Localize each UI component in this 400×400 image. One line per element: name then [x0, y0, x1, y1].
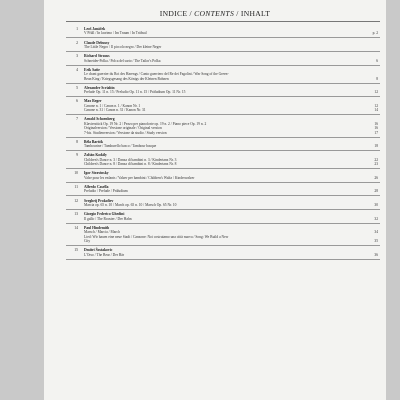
entry-number: 12 [74, 198, 78, 203]
contents-list [66, 27, 380, 262]
page-number: 23 [374, 162, 378, 167]
work-title-line [84, 162, 380, 166]
page-number: 26 [374, 175, 378, 180]
composer-name: Alfredo Casella [84, 184, 109, 189]
work-title: L'Orso / The Bear / Der Bär [84, 252, 125, 257]
work-title: The Little Negro / Il piccolo negro / Der kleine Neger [84, 45, 162, 49]
page-number: 16 [374, 126, 378, 131]
work-title: Il gallo / The Rooster / Der Hahn [84, 216, 132, 221]
page-number: 30 [374, 202, 378, 207]
page-number: 16 [374, 121, 378, 126]
work-title-line [84, 217, 380, 221]
contents-entry [66, 171, 380, 182]
composer-name: Paul Hindemith [84, 225, 110, 230]
composer-name: Claude Debussy [84, 40, 110, 45]
entry-number: 10 [74, 171, 78, 176]
work-title: Canone n. 31 / Canon n. 31 / Kanon Nr. 31 [84, 108, 146, 113]
composer-name: Sergheij Prokofiev [84, 198, 114, 203]
composer-name: Zoltán Kodály [84, 153, 107, 158]
entry-divider [66, 51, 380, 52]
work-title-line [84, 239, 380, 243]
page-number: 32 [374, 216, 378, 221]
entry-number: 13 [74, 212, 78, 217]
entry-number: 9 [76, 153, 78, 158]
entry-divider [66, 96, 380, 97]
work-title: City [84, 238, 91, 243]
work-title-line [84, 90, 380, 94]
work-title-line [84, 131, 380, 135]
page-number: 18 [374, 144, 378, 149]
entry-divider [66, 182, 380, 183]
entry-divider [66, 168, 380, 169]
entry-divider [66, 150, 380, 151]
page-number: 35 [374, 238, 378, 243]
page-number: 34 [374, 230, 378, 235]
work-title-line [84, 144, 380, 148]
entry-number: 4 [76, 67, 78, 72]
contents-entry [66, 41, 380, 52]
work-title-line [84, 59, 380, 63]
work-title: Le chant guerrier du Roi des Harengs / Canto guerriero del Re dei Fagolini / War Song of the Green- [84, 72, 229, 77]
page-number: p. 2 [372, 31, 378, 36]
page-number: 12 [374, 90, 378, 95]
page-title [44, 9, 386, 18]
entry-number: 8 [76, 139, 78, 144]
work-title-line [84, 203, 380, 207]
work-title: V Pfüll / In lacrimo / Im Traum / In Trübsal [84, 31, 147, 36]
contents-entry [66, 27, 380, 38]
work-title: Valse pour les enfants / Valzer per bambini / Children's Waltz / Kinderwalzer [84, 175, 195, 180]
work-title: Bean King / Kriegsgesang des Königs der Kleinen Bohnen [84, 76, 169, 81]
composer-name: Richard Strauss [84, 54, 110, 59]
entry-number: 2 [76, 40, 78, 45]
composer-name: Igor Stravinsky [84, 171, 109, 176]
contents-entry [66, 140, 380, 151]
work-title: Prelude Op. 11 n. 15 / Preludio Op. 11 n. 15 / Präludium Op. 11 Nr. 15 [84, 90, 186, 95]
entry-number: 6 [76, 99, 78, 104]
page-number: 14 [374, 108, 378, 113]
contents-entry [66, 212, 380, 223]
entry-divider [66, 137, 380, 138]
contents-page [44, 0, 386, 400]
page-number: 22 [374, 157, 378, 162]
work-title-line [84, 176, 380, 180]
entry-divider [66, 114, 380, 115]
composer-name: Béla Bartók [84, 139, 103, 144]
page-number: 6 [376, 58, 378, 63]
entry-divider [66, 83, 380, 84]
entry-divider [66, 245, 380, 246]
composer-name: Alexander Scriabin [84, 85, 115, 90]
composer-name: Dmitri Šostakovic [84, 248, 113, 253]
contents-entry [66, 199, 380, 210]
entry-divider [66, 259, 380, 260]
work-title: Marcia op. 65 n. 10 / March op. 65 n. 10 / Marsch Op. 65 Nr. 10 [84, 202, 177, 207]
entry-number: 7 [76, 117, 78, 122]
entry-number: 5 [76, 85, 78, 90]
composer-name: Leoš Janáček [84, 27, 106, 31]
work-title: Children's Dance n. 8 / Danza di bambini n. 8 / Kindertanz Nr. 8 [84, 162, 177, 167]
contents-entry [66, 248, 380, 259]
contents-entry [66, 99, 380, 115]
entry-number: 15 [74, 248, 78, 253]
work-title: Marsch / Marcia / March [84, 230, 120, 235]
contents-entry [66, 86, 380, 97]
composer-name: Max Reger [84, 99, 102, 104]
composer-name: Giorgio Federico Ghedini [84, 212, 125, 217]
entry-divider [66, 223, 380, 224]
entry-divider [66, 37, 380, 38]
entry-divider [66, 209, 380, 210]
entry-number: 1 [76, 27, 78, 31]
contents-entry [66, 153, 380, 169]
work-title: Lied: Wir bauen eine neue Stadt / Canzone: Noi costruiamo una città nuova / Song: We Build a New [84, 234, 229, 239]
composer-name: Erik Satie [84, 67, 100, 72]
work-title: Preludio / Prelude / Präludium [84, 189, 128, 194]
contents-entry [66, 185, 380, 196]
work-title-line [84, 253, 380, 257]
entry-number: 14 [74, 225, 78, 230]
page-number: 28 [374, 189, 378, 194]
top-rule [66, 21, 380, 22]
work-title: Tambourine / Tamburello basco / Tambour basque [84, 144, 157, 149]
title-part-2: CONTENTS [194, 9, 235, 18]
work-title: Originalversion / Versione originale / Original version [84, 126, 162, 131]
contents-entry [66, 117, 380, 137]
page-number: 17 [374, 130, 378, 135]
work-title-line [84, 31, 380, 35]
page-number: 8 [376, 76, 378, 81]
title-part-1: INDICE / [159, 9, 195, 18]
work-title-line [84, 108, 380, 112]
work-title-line [84, 45, 380, 49]
work-title: 7-bis. Studienversion / Versione da studio / Study version [84, 130, 167, 135]
work-title: Klavierstück Op. 19 Nr. 2 / Pezzo per pianoforte op. 19 n. 2 / Piano piece Op. 19 n. 2 [84, 121, 207, 126]
work-title: Canone n. 1 / Canon n. 1 / Kanon Nr. 1 [84, 103, 141, 108]
title-part-3: / INHALT [234, 9, 271, 18]
page-number: 36 [374, 252, 378, 257]
entry-number: 11 [74, 184, 78, 189]
entry-divider [66, 195, 380, 196]
work-title: Schneider-Polka / Polca del sarto / The Tailor's Polka [84, 58, 161, 63]
entry-number: 3 [76, 54, 78, 59]
work-title: Children's Dance n. 3 / Danza di bambini n. 3 / Kindertanz Nr. 3 [84, 157, 177, 162]
work-title-line [84, 77, 380, 81]
entry-divider [66, 65, 380, 66]
contents-entry [66, 226, 380, 246]
work-title-line [84, 189, 380, 193]
contents-entry [66, 54, 380, 65]
contents-entry [66, 68, 380, 84]
page-number: 12 [374, 103, 378, 108]
composer-name: Arnold Schoenberg [84, 117, 115, 122]
